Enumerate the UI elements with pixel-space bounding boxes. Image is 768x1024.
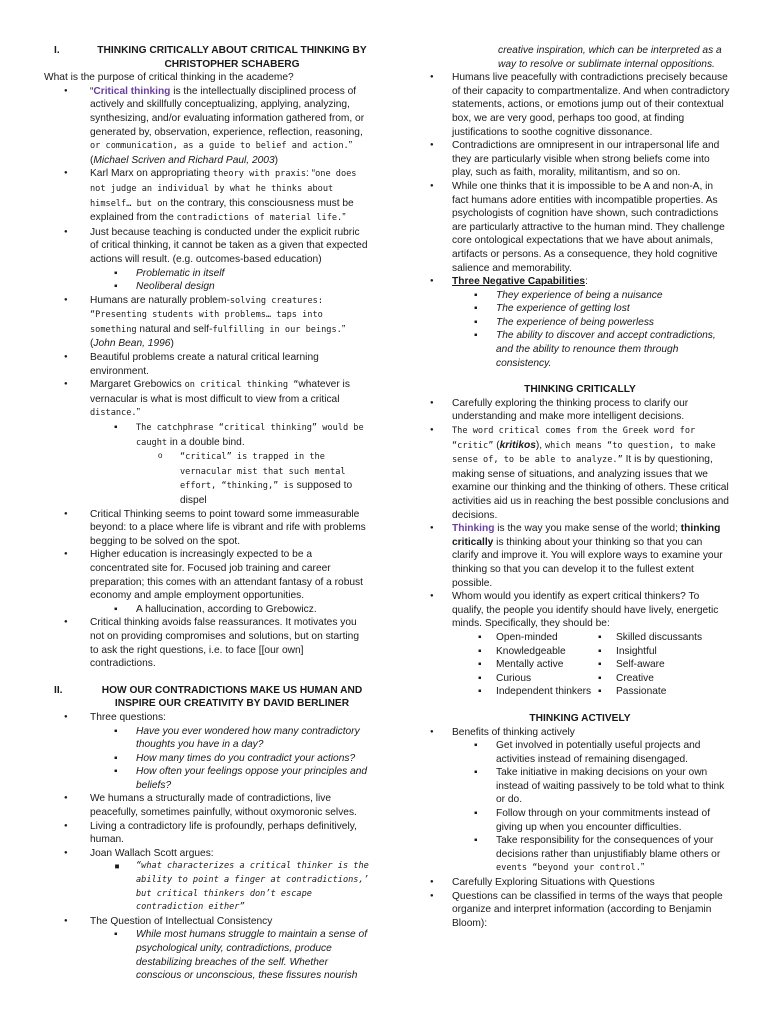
list-item: ● Karl Marx on appropriating theory with praxis: “one does not judge an individual by what he thinks about himself… but on the contrary, this consciousness must be explained from the contradictions of material life.”: [44, 167, 370, 225]
sub-list-item: ▪ Take responsibility for the consequences of your decisions rather than unjustifiably blame others or events “beyond your control.”: [430, 834, 730, 876]
sub-list-item: ▪ How often your feelings oppose your principles and beliefs?: [44, 765, 370, 792]
list-item: ● Critical Thinking seems to point toward some immeasurable beyond: to a place where life is vibrant and rife with problems begging to be solved on the spot.: [44, 508, 370, 549]
list-item: ● While one thinks that it is impossible to be A and non-A, in fact humans adore entities with incompatible properties. As psychologists of cognition have shown, such contradictions are particularly attractive to the human mind. They challenge core ontological expectations that we have about animals, artifacts or persons. As a consequence, they hold cognitive salience and memorability.: [430, 180, 730, 275]
sub-list-item: ▪ While most humans struggle to maintain a sense of psychological unity, contradictions, produce destabilizing breaches of the self. Whether conscious or unconscious, these fissures nourish: [44, 928, 370, 982]
trait-item: ▪ Insightful: [594, 645, 714, 659]
section-1-number: I.: [54, 45, 60, 56]
list-item: ● Critical thinking avoids false reassurances. It motivates you not on providing compromises and solutions, but on starting to ask the right questions, i.e. to face [[our own] contradictions.: [44, 616, 370, 670]
list-item: ● Three questions:: [44, 711, 370, 725]
sub-list-item: ▪ Have you ever wondered how many contradictory thoughts you have in a day?: [44, 725, 370, 752]
trait-item: ▪ Skilled discussants: [594, 631, 714, 645]
list-item: ● Higher education is increasingly expected to be a concentrated site for. Focused job training and career preparation; this comes with an attendant fantasy of a robust economy and ample employment opportunities.: [44, 548, 370, 602]
trait-item: ▪ Open-minded: [474, 631, 594, 645]
thinking-actively-list: [430, 726, 730, 931]
thinking-actively-heading: THINKING ACTIVELY: [529, 712, 631, 724]
trait-item: ▪ Creative: [594, 672, 714, 686]
list-item: ● Contradictions are omnipresent in our intrapersonal life and they are particularly visible when strong beliefs come into play, such as faith, morality, militantism, and so on.: [430, 139, 730, 180]
traits-grid: [430, 631, 730, 699]
term-thinking: Thinking: [452, 523, 495, 535]
list-item: ● “Critical thinking is the intellectually disciplined process of actively and skillfully conceptualizing, applying, analyzing, synthesizing, and/or evaluating information gathered from, or generated by, observation, experience, reflection, reasoning, or communication, as a guide to belief and action.” (Michael Scriven and Richard Paul, 2003): [44, 85, 370, 168]
trait-item: ▪ Mentally active: [474, 658, 594, 672]
sub-list-item: ▪ Neoliberal design: [44, 280, 370, 294]
trait-item: ▪ Independent thinkers: [474, 685, 594, 699]
sub-list-item: ▪ The experience of being powerless: [430, 316, 730, 330]
term-critical-thinking: Critical thinking: [93, 85, 171, 97]
list-item: ● Humans live peacefully with contradictions precisely because of their capacity to compartmentalize. And when contradictory statements, actions, or emotions jump out of their contextual box, we are very good, perhaps too good, at finding justifications to soothe cognitive dissonance.: [430, 71, 730, 139]
list-item: ● Beautiful problems create a natural critical learning environment.: [44, 351, 370, 378]
list-item: ● Questions can be classified in terms of the ways that people organize and interpret information (according to Benjamin Bloom):: [430, 890, 730, 931]
section-2-number: II.: [54, 684, 63, 696]
sub-sub-list-item: o “critical” is trapped in the vernacular mist that such mental effort, “thinking,” is supposed to dispel: [44, 450, 370, 507]
section-1-question: What is the purpose of critical thinking in the academe?: [44, 72, 294, 84]
trait-item: ▪ Self-aware: [594, 658, 714, 672]
list-item: ● Whom would you identify as expert critical thinkers? To qualify, the people you identify should have lively, energetic minds. Specifically, they should be:: [430, 590, 730, 631]
section-2-heading: [44, 684, 370, 711]
sub-list-item: ▪ How many times do you contradict your actions?: [44, 752, 370, 766]
list-item: ● Living a contradictory life is profoundly, perhaps definitively, human.: [44, 820, 370, 847]
thinking-critically-heading: THINKING CRITICALLY: [524, 384, 636, 396]
section-2-list: [44, 711, 370, 983]
list-item: ● Carefully Exploring Situations with Questions: [430, 876, 730, 890]
sub-list-item: ▪ They experience of being a nuisance: [430, 289, 730, 303]
list-item: ● Humans are naturally problem-solving creatures: “Presenting students with problems… taps into something natural and self-fulfilling in our beings.” (John Bean, 1996): [44, 294, 370, 351]
list-item: ● Carefully exploring the thinking process to clarify our understanding and make more intelligent decisions.: [430, 397, 730, 424]
sub-list-item: ▪ A hallucination, according to Grebowicz.: [44, 603, 370, 617]
sub-list-item: ▪ Problematic in itself: [44, 267, 370, 281]
left-column: [44, 0, 370, 983]
sub-list-item: ▪ The ability to discover and accept contradictions, and the ability to renounce them through consistency.: [430, 329, 730, 370]
section-1-list: [44, 85, 370, 671]
section-2-title: HOW OUR CONTRADICTIONS MAKE US HUMAN AND INSPIRE OUR CREATIVITY BY DAVID BERLINER: [101, 684, 363, 710]
sub-list-item: ▪ The catchphrase “critical thinking” would be caught in a double bind.: [44, 421, 370, 450]
sub-list-item: ▪ Get involved in potentially useful projects and activities instead of remaining disengaged.: [430, 739, 730, 766]
list-item: ● We humans a structurally made of contradictions, live peacefully, sometimes painfully, without oxymoronic selves.: [44, 792, 370, 819]
right-column: [430, 0, 730, 930]
section-1-title: THINKING CRITICALLY ABOUT CRITICAL THINKING BY CHRISTOPHER SCHABERG: [97, 45, 367, 70]
negative-capabilities-heading: Three Negative Capabilities: [452, 276, 586, 288]
list-item: ● Three Negative Capabilities:: [430, 275, 730, 289]
trait-item: ▪ Passionate: [594, 685, 714, 699]
thinking-critically-list: [430, 397, 730, 631]
trait-item: ▪ Curious: [474, 672, 594, 686]
list-item: ● Benefits of thinking actively: [430, 726, 730, 740]
section-1-heading: [44, 44, 370, 71]
continued-text: creative inspiration, which can be interpreted as a way to resolve or sublimate internal oppositions.: [498, 45, 722, 70]
sub-list-item: ▪ Follow through on your commitments instead of giving up when you encounter difficulties.: [430, 807, 730, 834]
list-item: ● Margaret Grebowics on critical thinking “whatever is vernacular is what is most difficult to view from a critical distance.”: [44, 378, 370, 421]
trait-item: ▪ Knowledgeable: [474, 645, 594, 659]
list-item: ● Thinking is the way you make sense of the world; thinking critically is thinking about your thinking so that you can clarify and improve it. You will explore ways to examine your thinking so that you can develop it to the fullest extent possible.: [430, 522, 730, 590]
sub-list-item: ▪ Take initiative in making decisions on your own instead of waiting passively to be told what to think or do.: [430, 766, 730, 807]
right-list-1: [430, 71, 730, 370]
list-item: ● Just because teaching is conducted under the explicit rubric of critical thinking, it cannot be taken as a given that expected actions will result. (e.g. outcomes-based education): [44, 226, 370, 267]
list-item: ● Joan Wallach Scott argues:: [44, 847, 370, 861]
sub-list-item: ▪ The experience of getting lost: [430, 302, 730, 316]
list-item: ● The word critical comes from the Greek word for “critic” (kritikos), which means “to question, to make sense of, to be able to analyze.” It is by questioning, making sense of situations, and analyzing issues that we examine our thinking and the thinking of others. These critical activities aid us in reaching the best possible conclusions and decisions.: [430, 424, 730, 522]
sub-list-item: ▪ “what characterizes a critical thinker is the ability to point a finger at contradictions,’ but critical thinkers don’t escape contradiction either”: [44, 860, 370, 914]
list-item: ● The Question of Intellectual Consistency: [44, 915, 370, 929]
